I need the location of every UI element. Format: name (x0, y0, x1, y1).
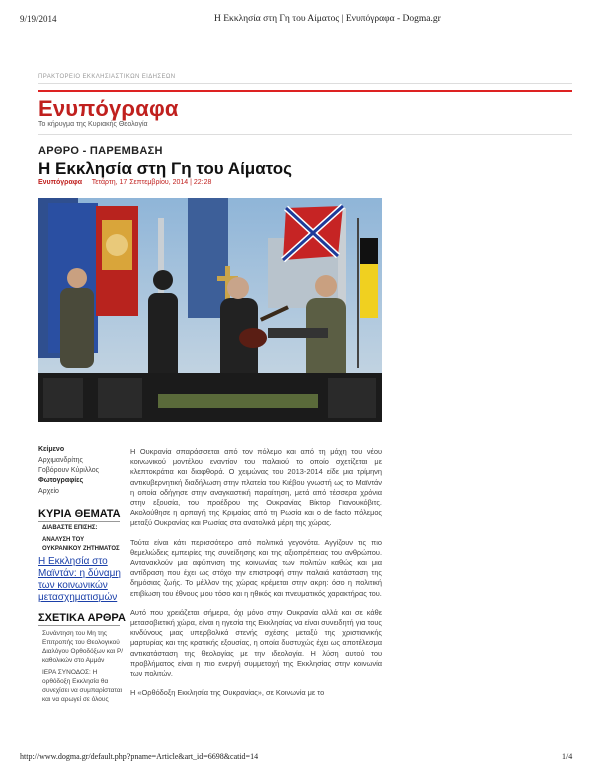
print-page-title: Η Εκκλησία στη Γη του Αίματος | Ενυπόγραφα - Dogma.gr (214, 14, 441, 24)
sidebar-related-list (42, 629, 126, 704)
related-item[interactable]: ΙΕΡΑ ΣΥΝΟΔΟΣ: Η (42, 669, 98, 676)
section-title[interactable]: Ενυπόγραφα (38, 96, 179, 121)
article-paragraph: Η Ουκρανία σπαράσσεται από τον πόλεμο και από τη μάχη του νέου κοινωνικού μοντέλου εναντίον του παλαιού το οποίο σχετίζεται με κλεπτοκράτια και διαφθορά. Ο χειμώνας του 2013-2014 είδε μια τρίμηνη αντικυβερνητική διαδήλωση στην πλατεία του Κιέβου γνωστή ως το Μαϊντάν η οποία οδήγησε στην αναγκαστική παραίτηση, μετά από τέσσερα χρόνια στην εξουσία, του προέδρου της Ουκρανίας Βίκτορ Γιανουκόβιτς. Ακολούθησε η αρπαγή της Κριμαίας από τη Ρωσία και ο de facto πόλεμος μεταξύ Ουκρανίας και Ρωσίας στα ανατολικά μέρη της χώρας. (130, 447, 382, 528)
article-paragraph: Τούτα είναι κάτι περισσότερο από πολιτικά γεγονότα. Αγγίζουν τις πιο θεμελιώδεις εμπειρίες της συνείδησης και της αξιοπρέπειας του ανθρώπου. Αντανακλούν μια αφύπνιση της κοινωνίας των πολιτών καθώς και μια αντίδραση που έχει ως στόχο την επιστροφή στην παλαιά κατάσταση της δημόσιας ζωής. Το μέλλον της χώρας κρέμεται στην ακρη: όσο η πολιτική επιβίωση του έθνους μου τόσο και η ηθικός και πνευματικός χαρακτήρας του. (130, 537, 382, 598)
sidebar-analysis: ΑΝΑΛΥΣΗ ΤΟΥ (42, 537, 85, 543)
article-date: Τετάρτη, 17 Σεπτεμβρίου, 2014 (91, 179, 189, 186)
related-item[interactable]: Διαλόγου Ορθοδόξων και Ρ/ (42, 648, 124, 655)
top-tagline: ΠΡΑΚΤΟΡΕΙΟ ΕΚΚΛΗΣΙΑΣΤΙΚΩΝ ΕΙΔΗΣΕΩΝ (38, 74, 176, 80)
sidebar-text-label: Κείμενο (38, 446, 65, 453)
sidebar-link-line[interactable]: Η Εκκλησία στο (38, 556, 108, 567)
sidebar-author: Αρχιμανδρίτης (38, 457, 83, 464)
article-body (130, 447, 382, 707)
article-photo-image (38, 198, 382, 422)
related-item[interactable]: ορθόδοξη Εκκλησία θα (42, 678, 109, 685)
article-meta (38, 179, 211, 186)
sidebar-link-line[interactable]: Μαϊντάν: η δύναμη (38, 568, 121, 579)
sidebar-main-heading: ΚΥΡΙΑ ΘΕΜΑΤΑ (38, 508, 121, 520)
sidebar-read-also: ΔΙΑΒΑΣΤΕ ΕΠΙΣΗΣ: (42, 525, 98, 531)
related-item[interactable]: και να αρωγεί σε όλους (42, 696, 109, 703)
related-item[interactable]: Συνάντηση του Μη της (42, 630, 108, 637)
sidebar-link[interactable] (38, 556, 121, 604)
sidebar-related-divider (38, 625, 120, 626)
sidebar-photos-label: Φωτογραφίες (38, 477, 84, 484)
article-kicker: ΑΡΘΡΟ - ΠΑΡΕΜΒΑΣΗ (38, 145, 163, 157)
sidebar-photos-val: Αρχείο (38, 488, 59, 495)
print-url: http://www.dogma.gr/default.php?pname=Article&art_id=6698&catid=14 (20, 752, 259, 761)
sidebar-analysis2: ΟΥΚΡΑΝΙΚΟΥ ΖΗΤΗΜΑΤΟΣ (42, 546, 120, 552)
related-item[interactable]: Επιτροπής του Θεολογικού (42, 639, 120, 646)
article-time: | 22:28 (190, 179, 212, 186)
sidebar-link-line[interactable]: μετασχηματισμών (38, 592, 118, 603)
sidebar-related-heading: ΣΧΕΤΙΚΑ ΑΡΘΡΑ (38, 612, 126, 624)
related-item[interactable]: συνεχίσει να συμπαρίσταται (42, 687, 123, 694)
article-photo (38, 198, 382, 422)
section-subtitle: Το κήρυγμα της Κυριακής Θεολογία (38, 121, 148, 128)
sidebar-link-line[interactable]: των κοινωνικών (38, 580, 108, 591)
subtitle-divider (38, 134, 572, 135)
sidebar-author2: Γοβόρουν Κύριλλος (38, 467, 100, 474)
print-date: 9/19/2014 (20, 14, 57, 24)
top-divider (38, 83, 572, 84)
print-page-number: 1/4 (562, 752, 573, 761)
sidebar-divider (38, 521, 120, 522)
red-rule (38, 90, 572, 92)
related-item[interactable]: καθολικών στο Αμμάν (42, 657, 105, 664)
article-paragraph: Η «Ορθόδοξη Εκκλησία της Ουκρανίας», σε Κοινωνία με το (130, 688, 325, 698)
article-category[interactable]: Ενυπόγραφα (38, 179, 83, 186)
article-title: Η Εκκλησία στη Γη του Αίματος (38, 159, 292, 178)
article-paragraph: Αυτό που χρειάζεται σήμερα, όχι μόνο στην Ουκρανία αλλά και σε κάθε μετασοβιετική χώρα, είναι η ηγεσία της Εκκλησίας να είναι συνειδητή για τους κινδύνους μιας υπερβολικά στενής σχέσης μεταξύ της χριστιανικής μαρτυρίας και της κρατικής εξουσίας, η οποία δυστυχώς έχει ως αποτέλεσμα αντικατάσταση της θεολογίας με την ιδεολογία. Η λύση αυτού του προβλήματος είναι η πιο ενεργή συμμετοχή της Εκκλησίας στην κοινωνία των πολιτών. (130, 607, 382, 679)
